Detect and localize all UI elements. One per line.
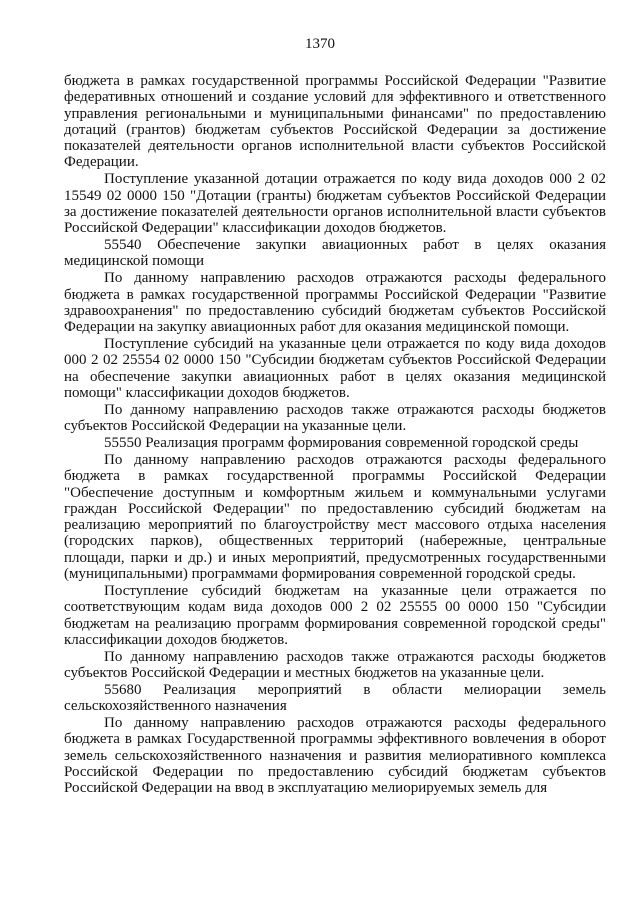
section-heading-55550: 55550 Реализация программ формирования современной городской среды [104,435,579,452]
paragraph-5: Поступление субсидий на указанные цели отражается по коду вида доходов 000 2 02 25554 02 0000 150 "Субсидии бюджетам субъектов Российской Федерации на обеспечение закупки авиационных работ в целях оказания медицинской помощи" классификации доходов бюджетов. [64,336,606,402]
document-body [64,73,606,797]
section-heading-55680: 55680 Реализация мероприятий в области мелиорации земель сельскохозяйственного назначения [64,681,606,715]
paragraph-1: бюджета в рамках государственной программы Российской Федерации "Развитие федеративных отношений и создание условий для эффективного и ответственного управления региональными и муниципальными финансами" по предоставлению дотаций (грантов) бюджетам субъектов Российской Федерации за достижение показателей деятельности органов исполнительной власти субъектов Российской Федерации. [64,73,606,171]
paragraph-12: По данному направлению расходов отражаются расходы федерального бюджета в рамках Государственной программы эффективного вовлечения в оборот земель сельскохозяйственного назначения и развития мелиоративного комплекса Российской Федерации по предоставлению субсидий бюджетам субъектов Российской Федерации на ввод в эксплуатацию мелиорируемых земель для [64,715,606,797]
paragraph-8: По данному направлению расходов отражаются расходы федерального бюджета в рамках государственной программы Российской Федерации "Обеспечение доступным и комфортным жильем и коммунальными услугами граждан Российской Федерации" по предоставлению субсидий бюджетам на реализацию мероприятий по благоустройству мест массового отдыха населения (городских парков), общественных территорий (набережные, центральные площади, парки и др.) и иных мероприятий, предусмотренных государственными (муниципальными) программами формирования современной городской среды. [64,451,606,583]
paragraph-2: Поступление указанной дотации отражается по коду вида доходов 000 2 02 15549 02 0000 150 "Дотации (гранты) бюджетам субъектов Российской Федерации за достижение показателей деятельности органов исполнительной власти субъектов Российской Федерации" классификации доходов бюджетов. [64,171,606,237]
paragraph-4: По данному направлению расходов отражаются расходы федерального бюджета в рамках государственной программы Российской Федерации "Развитие здравоохранения" по предоставлению субсидий бюджетам субъектов Российской Федерации на закупку авиационных работ для оказания медицинской помощи. [64,270,606,336]
paragraph-9: Поступление субсидий бюджетам на указанные цели отражается по соответствующим кодам вида доходов 000 2 02 25555 00 0000 150 "Субсидии бюджетам на реализацию программ формирования современной городской среды" классификации доходов бюджетов. [64,582,606,648]
paragraph-6: По данному направлению расходов также отражаются расходы бюджетов субъектов Российской Федерации на указанные цели. [64,401,606,435]
section-heading-55540: 55540 Обеспечение закупки авиационных работ в целях оказания медицинской помощи [64,237,606,270]
page-number: 1370 [305,36,335,52]
paragraph-10: По данному направлению расходов также отражаются расходы бюджетов субъектов Российской Федерации и местных бюджетов на указанные цели. [64,648,606,682]
